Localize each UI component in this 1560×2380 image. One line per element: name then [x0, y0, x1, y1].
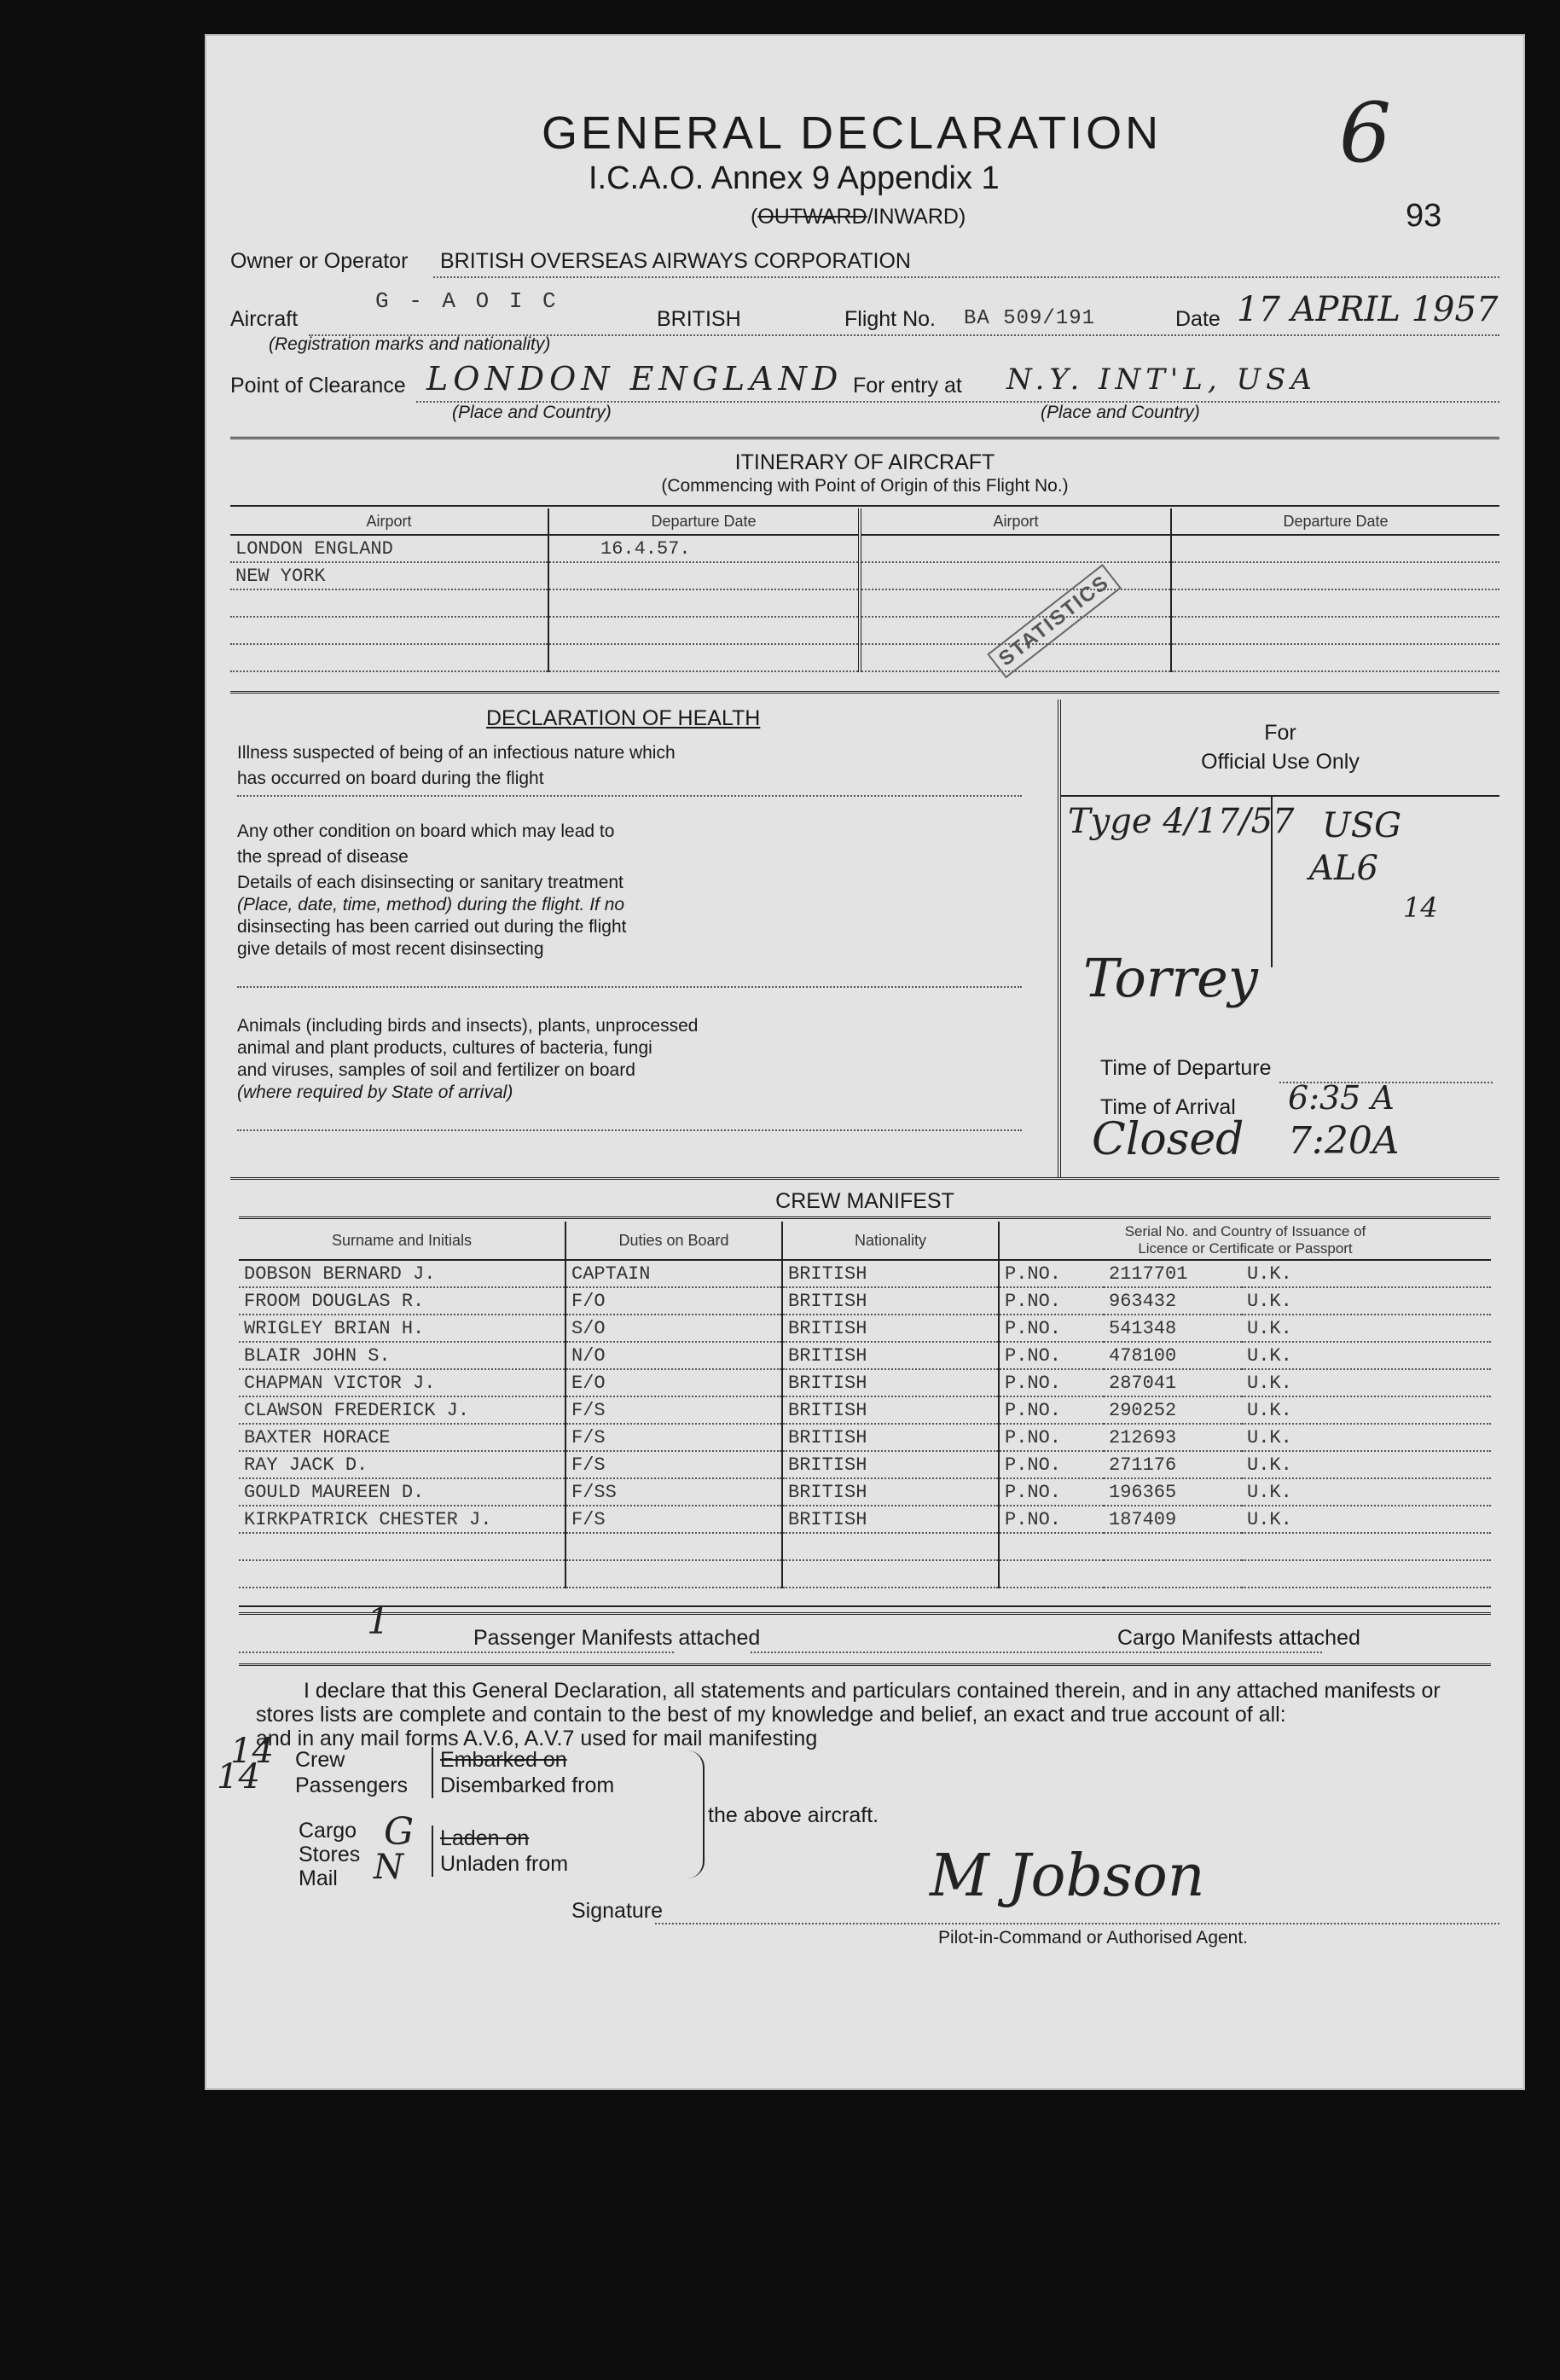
official-title [1061, 718, 1499, 776]
dotted-line [237, 1128, 1022, 1131]
crew-serial-prefix: P.NO. [999, 1342, 1104, 1369]
clearance-label: Point of Clearance [230, 374, 406, 398]
health-q3-line: disinsecting has been carried out during the flight [237, 917, 627, 937]
direction-line [751, 205, 966, 229]
crew-name: BLAIR JOHN S. [239, 1342, 565, 1369]
departure-label: Time of Departure [1100, 1056, 1272, 1080]
crew-nationality: BRITISH [782, 1451, 999, 1478]
crew-serial-number [1104, 1560, 1242, 1588]
itinerary-cell [860, 535, 1171, 562]
passenger-manifest-label: Passenger Manifests attached [473, 1626, 761, 1650]
crew-serial-prefix: P.NO. [999, 1424, 1104, 1451]
itinerary-header-airport-2: Airport [860, 508, 1171, 535]
crew-row [239, 1478, 1491, 1506]
health-q2 [237, 819, 614, 870]
laden-struck: Laden on [440, 1826, 530, 1850]
cargo-labels [299, 1819, 360, 1890]
brace [687, 1750, 705, 1878]
health-q3-line: give details of most recent disinsecting [237, 939, 544, 959]
crew-name: DOBSON BERNARD J. [239, 1260, 565, 1287]
crew-serial-prefix: P.NO. [999, 1369, 1104, 1396]
crew-serial-prefix: P.NO. [999, 1478, 1104, 1506]
itinerary-cell [548, 562, 860, 589]
crew-header-serial-line: Serial No. and Country of Issuance of [1124, 1223, 1366, 1239]
crew-serial-number: 271176 [1104, 1451, 1242, 1478]
signer-note: Pilot-in-Command or Authorised Agent. [938, 1928, 1249, 1948]
health-q4-line: animal and plant products, cultures of bacteria, fungi [237, 1038, 652, 1058]
signature-value: M Jobson [930, 1843, 1205, 1910]
crew-serial-number: 196365 [1104, 1478, 1242, 1506]
dotted-line [237, 984, 1022, 988]
crew-duty: S/O [565, 1315, 782, 1342]
crew-duty [565, 1533, 782, 1560]
passenger-manifest-count: 1 [367, 1600, 390, 1642]
crew-duty: N/O [565, 1342, 782, 1369]
crew-country: U.K. [1242, 1396, 1491, 1424]
rule [239, 1663, 1491, 1666]
disembarked: Disembarked from [440, 1773, 615, 1797]
crew-name [239, 1533, 565, 1560]
crew-row [239, 1396, 1491, 1424]
declaration-text [256, 1679, 1501, 1750]
crew-serial-number: 2117701 [1104, 1260, 1242, 1287]
flight-value: BA 509/191 [964, 307, 1096, 330]
crew-duty: F/S [565, 1451, 782, 1478]
crew-duty: F/S [565, 1506, 782, 1533]
crew-duty: CAPTAIN [565, 1260, 782, 1287]
owner-label: Owner or Operator [230, 249, 409, 273]
direction-outward-struck: OUTWARD [757, 205, 867, 229]
crew-duty: F/S [565, 1396, 782, 1424]
official-title-line: For [1264, 721, 1296, 745]
crew-name: WRIGLEY BRIAN H. [239, 1315, 565, 1342]
signature-label: Signature [571, 1899, 664, 1923]
passengers-label: Passengers [295, 1773, 409, 1797]
entry-value: N.Y. INT'L, USA [1006, 363, 1317, 397]
crew-serial-number: 212693 [1104, 1424, 1242, 1451]
crew-duty [565, 1560, 782, 1588]
health-q3-line: (Place, date, time, method) during the flight. If no [237, 895, 625, 914]
date-value: 17 APRIL 1957 [1237, 290, 1499, 329]
clearance-value: LONDON ENGLAND [426, 360, 844, 398]
clearance-note: (Place and Country) [452, 403, 612, 422]
official-hand-1: Tyge 4/17/57 [1068, 802, 1295, 841]
crew-row [239, 1533, 1491, 1560]
itinerary-table [230, 508, 1499, 672]
closed-label: Closed [1092, 1114, 1244, 1165]
itinerary-cell [1171, 562, 1499, 589]
itinerary-cell: NEW YORK [230, 562, 548, 589]
crew-title: CREW MANIFEST [775, 1189, 954, 1213]
crew-serial-number: 963432 [1104, 1287, 1242, 1315]
itinerary-cell: LONDON ENGLAND [230, 535, 548, 562]
crew-serial-number: 290252 [1104, 1396, 1242, 1424]
crew-nationality: BRITISH [782, 1342, 999, 1369]
itinerary-title: ITINERARY OF AIRCRAFT [734, 450, 995, 474]
itinerary-header-airport: Airport [230, 508, 548, 535]
aircraft-nationality: BRITISH [657, 307, 741, 331]
health-q3 [237, 872, 626, 961]
crew-serial-prefix [999, 1533, 1104, 1560]
health-q2-line: the spread of disease [237, 847, 409, 867]
crew-header-duties: Duties on Board [565, 1222, 782, 1260]
crew-nationality [782, 1533, 999, 1560]
owner-line [433, 249, 1499, 278]
crew-country: U.K. [1242, 1287, 1491, 1315]
cargo-manifest-label: Cargo Manifests attached [1117, 1626, 1360, 1650]
crew-serial-prefix: P.NO. [999, 1260, 1104, 1287]
crew-label: Crew [295, 1748, 345, 1772]
crew-table [239, 1222, 1491, 1588]
health-q1-line: has occurred on board during the flight [237, 769, 544, 788]
official-signature: Torrey [1083, 947, 1258, 1009]
above-aircraft: the above aircraft. [708, 1803, 879, 1827]
crew-name: FROOM DOUGLAS R. [239, 1287, 565, 1315]
mail-hand: N [374, 1848, 403, 1887]
rule [239, 1612, 1491, 1615]
entry-label: For entry at [853, 374, 962, 398]
official-hand-3: AL6 [1309, 849, 1378, 888]
crew-row [239, 1424, 1491, 1451]
flight-label: Flight No. [844, 307, 936, 331]
crew-country: U.K. [1242, 1478, 1491, 1506]
crew-country: U.K. [1242, 1451, 1491, 1478]
crew-nationality: BRITISH [782, 1260, 999, 1287]
declaration-line: stores lists are complete and contain to the best of my knowledge and belief, an exact and true account of all: [256, 1703, 1286, 1727]
rule [230, 1177, 1499, 1180]
dotted-line [237, 793, 1022, 797]
crew-country: U.K. [1242, 1342, 1491, 1369]
crew-name: CLAWSON FREDERICK J. [239, 1396, 565, 1424]
crew-duty: E/O [565, 1369, 782, 1396]
statistics-stamp: STATISTICS [987, 564, 1122, 679]
crew-duty: F/S [565, 1424, 782, 1451]
crew-row [239, 1342, 1491, 1369]
crew-serial-prefix: P.NO. [999, 1315, 1104, 1342]
embarked-struck: Embarked on [440, 1748, 567, 1772]
page-hand-number: 6 [1339, 85, 1392, 181]
mail-label: Mail [299, 1866, 338, 1890]
arrival-value: 6:35 A [1288, 1079, 1395, 1117]
passenger-count-hand: 14 [217, 1757, 260, 1797]
page-number: 93 [1406, 198, 1442, 234]
crew-country [1242, 1533, 1491, 1560]
crew-duty: F/SS [565, 1478, 782, 1506]
rule [239, 1216, 1491, 1219]
laden-options [432, 1826, 568, 1877]
crew-nationality [782, 1560, 999, 1588]
itinerary-subtitle: (Commencing with Point of Origin of this Flight No.) [661, 476, 1069, 496]
itinerary-header-departure-2: Departure Date [1171, 508, 1499, 535]
arrival-label: Time of Arrival [1100, 1095, 1236, 1119]
crew-country: U.K. [1242, 1506, 1491, 1533]
crew-count-hand: 14 [230, 1732, 274, 1771]
rule [230, 505, 1499, 507]
health-q1 [237, 740, 676, 792]
cargo-label: Cargo [299, 1819, 357, 1843]
crew-country [1242, 1560, 1491, 1588]
itinerary-header-departure: Departure Date [548, 508, 860, 535]
crew-name: CHAPMAN VICTOR J. [239, 1369, 565, 1396]
crew-nationality: BRITISH [782, 1506, 999, 1533]
declaration-form [205, 34, 1525, 2090]
declaration-line: and in any mail forms A.V.6, A.V.7 used for mail manifesting [256, 1727, 818, 1750]
stores-hand: G [384, 1810, 415, 1854]
unladen: Unladen from [440, 1852, 569, 1876]
stores-label: Stores [299, 1843, 361, 1866]
registration-note: (Registration marks and nationality) [269, 334, 551, 354]
crew-country: U.K. [1242, 1315, 1491, 1342]
crew-nationality: BRITISH [782, 1315, 999, 1342]
itinerary-cell [860, 562, 1171, 589]
crew-nationality: BRITISH [782, 1369, 999, 1396]
entry-note: (Place and Country) [1041, 403, 1200, 422]
official-title-line: Official Use Only [1201, 750, 1360, 774]
crew-serial-prefix: P.NO. [999, 1451, 1104, 1478]
date-label: Date [1175, 307, 1221, 331]
crew-row [239, 1560, 1491, 1588]
owner-value: BRITISH OVERSEAS AIRWAYS CORPORATION [440, 249, 911, 273]
itinerary-cell [1171, 535, 1499, 562]
form-title: GENERAL DECLARATION [542, 107, 1163, 159]
crew-header-nationality: Nationality [782, 1222, 999, 1260]
rule [230, 691, 1499, 694]
crew-serial-number: 541348 [1104, 1315, 1242, 1342]
crew-nationality: BRITISH [782, 1287, 999, 1315]
crew-name [239, 1560, 565, 1588]
aircraft-registration: G - A O I C [375, 288, 560, 314]
crew-header-serial-line: Licence or Certificate or Passport [1138, 1240, 1353, 1257]
form-subtitle: I.C.A.O. Annex 9 Appendix 1 [589, 160, 1000, 196]
crew-serial-prefix: P.NO. [999, 1506, 1104, 1533]
aircraft-label: Aircraft [230, 307, 299, 331]
crew-serial-prefix: P.NO. [999, 1396, 1104, 1424]
crew-serial-prefix [999, 1560, 1104, 1588]
crew-header-name: Surname and Initials [239, 1222, 565, 1260]
crew-nationality: BRITISH [782, 1478, 999, 1506]
crew-serial-number: 287041 [1104, 1369, 1242, 1396]
crew-name: BAXTER HORACE [239, 1424, 565, 1451]
health-q4-line: Animals (including birds and insects), plants, unprocessed [237, 1016, 699, 1036]
health-title: DECLARATION OF HEALTH [486, 706, 761, 730]
crew-name: KIRKPATRICK CHESTER J. [239, 1506, 565, 1533]
itinerary-cell: 16.4.57. [548, 535, 860, 562]
official-hand-2: USG [1322, 806, 1402, 845]
health-q4-line: (where required by State of arrival) [237, 1083, 513, 1102]
crew-row [239, 1451, 1491, 1478]
crew-serial-number [1104, 1533, 1242, 1560]
declaration-line: I declare that this General Declaration, all statements and particulars contained therein, and in any attached manifests or [304, 1679, 1441, 1703]
embark-options [432, 1747, 614, 1798]
closed-value: 7:20A [1288, 1119, 1400, 1163]
direction-inward: /INWARD) [867, 205, 966, 229]
crew-country: U.K. [1242, 1260, 1491, 1287]
health-q4-line: and viruses, samples of soil and fertilizer on board [237, 1060, 635, 1080]
health-q4 [237, 1015, 698, 1104]
crew-header-serial [999, 1222, 1491, 1260]
health-q2-line: Any other condition on board which may lead to [237, 821, 615, 841]
health-q1-line: Illness suspected of being of an infectious nature which [237, 743, 676, 763]
crew-passenger-labels [295, 1747, 408, 1798]
crew-duty: F/O [565, 1287, 782, 1315]
health-q3-line: Details of each disinsecting or sanitary treatment [237, 873, 623, 892]
rule [230, 437, 1499, 439]
crew-nationality: BRITISH [782, 1396, 999, 1424]
official-hand-4: 14 [1403, 891, 1438, 924]
rule [1061, 795, 1499, 797]
crew-serial-prefix: P.NO. [999, 1287, 1104, 1315]
crew-name: GOULD MAUREEN D. [239, 1478, 565, 1506]
crew-name: RAY JACK D. [239, 1451, 565, 1478]
crew-country: U.K. [1242, 1424, 1491, 1451]
crew-row [239, 1506, 1491, 1533]
crew-nationality: BRITISH [782, 1424, 999, 1451]
crew-country: U.K. [1242, 1369, 1491, 1396]
crew-serial-number: 478100 [1104, 1342, 1242, 1369]
rule [239, 1605, 1491, 1607]
direction-paren: ( [751, 205, 758, 229]
crew-serial-number: 187409 [1104, 1506, 1242, 1533]
crew-row [239, 1315, 1491, 1342]
crew-row [239, 1287, 1491, 1315]
crew-row [239, 1260, 1491, 1287]
crew-row [239, 1369, 1491, 1396]
